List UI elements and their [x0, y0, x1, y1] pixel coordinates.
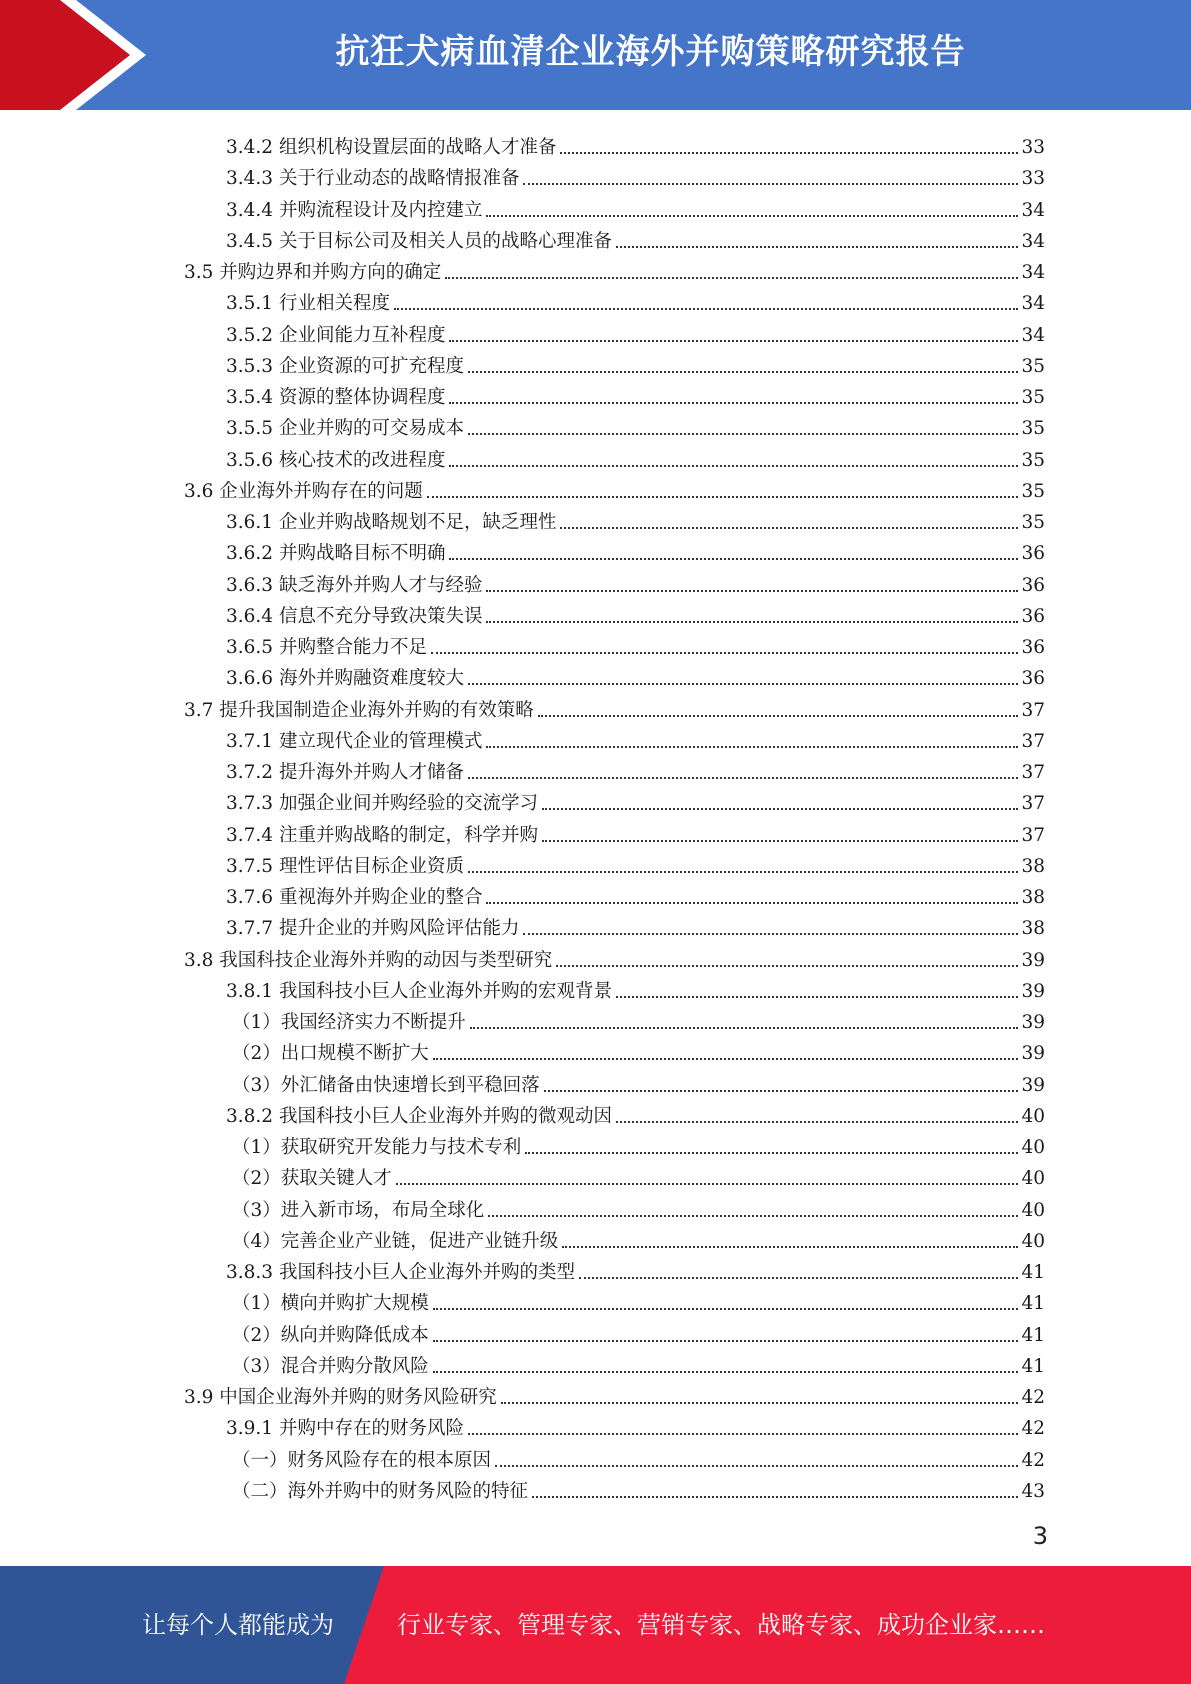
toc-dot-leader — [542, 840, 1018, 842]
toc-entry[interactable] — [226, 722, 1045, 753]
toc-entry[interactable] — [184, 1378, 1045, 1409]
toc-entry[interactable] — [226, 503, 1045, 534]
toc-entry[interactable] — [226, 1097, 1045, 1128]
toc-entry-label: （2）出口规模不断扩大 — [232, 1043, 429, 1065]
toc-entry[interactable] — [232, 1066, 1045, 1097]
toc-dot-leader — [449, 465, 1018, 467]
toc-entry-page: 34 — [1021, 199, 1045, 221]
toc-dot-leader — [616, 246, 1018, 248]
toc-entry-page: 35 — [1021, 512, 1045, 533]
toc-entry[interactable] — [226, 441, 1045, 472]
toc-entry-label: 3.7.6 重视海外并购企业的整合 — [226, 887, 483, 908]
toc-dot-leader — [433, 1371, 1019, 1373]
toc-entry[interactable] — [226, 534, 1045, 565]
toc-entry-label: 3.8.3 我国科技小巨人企业海外并购的类型 — [226, 1262, 575, 1283]
toc-entry-page: 36 — [1021, 637, 1045, 658]
toc-dot-leader — [542, 808, 1018, 810]
toc-entry-label: 3.8.2 我国科技小巨人企业海外并购的微观动因 — [226, 1105, 612, 1127]
toc-entry-page: 39 — [1021, 1074, 1045, 1096]
toc-entry-label: （4）完善企业产业链，促进产业链升级 — [232, 1230, 559, 1252]
toc-dot-leader — [433, 1340, 1019, 1342]
toc-entry-page: 35 — [1021, 449, 1045, 471]
toc-entry-label: 3.7.1 建立现代企业的管理模式 — [226, 730, 483, 752]
toc-dot-leader — [445, 277, 1018, 279]
toc-dot-leader — [394, 308, 1018, 310]
toc-entry-page: 40 — [1021, 1137, 1045, 1158]
toc-dot-leader — [396, 1183, 1019, 1185]
toc-entry-label: （2）纵向并购降低成本 — [232, 1324, 429, 1346]
toc-entry[interactable] — [226, 128, 1045, 159]
toc-entry-page: 38 — [1021, 918, 1045, 940]
toc-entry-label: 3.7.3 加强企业间并购经验的交流学习 — [226, 793, 538, 815]
toc-dot-leader — [433, 1308, 1019, 1310]
toc-entry-page: 39 — [1021, 1012, 1045, 1033]
toc-entry[interactable] — [232, 1284, 1045, 1315]
toc-entry-page: 34 — [1021, 293, 1045, 315]
toc-entry-label: 3.9 中国企业海外并购的财务风险研究 — [184, 1387, 497, 1408]
toc-entry-label: （一）财务风险存在的根本原因 — [232, 1449, 492, 1471]
toc-entry-label: 3.9.1 并购中存在的财务风险 — [226, 1418, 464, 1440]
toc-entry[interactable] — [232, 1128, 1045, 1159]
toc-entry-label: 3.7.4 注重并购战略的制定，科学并购 — [226, 824, 538, 846]
toc-entry-label: 3.8.1 我国科技小巨人企业海外并购的宏观背景 — [226, 980, 612, 1002]
toc-dot-leader — [523, 933, 1018, 935]
toc-dot-leader — [486, 590, 1018, 592]
toc-dot-leader — [433, 1058, 1019, 1060]
toc-dot-leader — [486, 621, 1018, 623]
toc-entry[interactable] — [226, 284, 1045, 315]
toc-entry-label: 3.5.2 企业间能力互补程度 — [226, 324, 446, 346]
toc-entry-page: 41 — [1021, 1355, 1045, 1377]
toc-entry[interactable] — [226, 1253, 1045, 1284]
toc-entry-label: 3.4.3 关于行业动态的战略情报准备 — [226, 168, 520, 190]
toc-dot-leader — [538, 715, 1019, 717]
toc-entry-page: 40 — [1021, 1199, 1045, 1221]
toc-entry-page: 40 — [1021, 1230, 1045, 1252]
toc-entry-label: 3.5.1 行业相关程度 — [226, 293, 390, 315]
toc-entry-page: 35 — [1021, 355, 1045, 377]
toc-dot-leader — [495, 1465, 1018, 1467]
page-number: 3 — [1032, 1522, 1048, 1550]
footer-slogan-left: 让每个人都能成为 — [142, 1611, 334, 1639]
toc-dot-leader — [616, 996, 1018, 998]
toc-dot-leader — [449, 558, 1018, 560]
toc-entry-page: 42 — [1021, 1449, 1045, 1471]
toc-entry-label: 3.6.1 企业并购战略规划不足，缺乏理性 — [226, 512, 557, 533]
toc-entry[interactable] — [232, 1441, 1045, 1472]
toc-entry[interactable] — [226, 784, 1045, 815]
toc-entry-label: （2）获取关键人才 — [232, 1168, 392, 1190]
toc-entry[interactable] — [226, 972, 1045, 1003]
page-header — [0, 0, 1191, 110]
toc-entry-page: 39 — [1021, 949, 1045, 971]
toc-entry-label: 3.6.2 并购战略目标不明确 — [226, 543, 446, 565]
toc-dot-leader — [556, 965, 1018, 967]
toc-entry-page: 35 — [1021, 418, 1045, 440]
toc-dot-leader — [468, 871, 1018, 873]
toc-dot-leader — [560, 152, 1018, 154]
toc-entry[interactable] — [226, 628, 1045, 659]
toc-entry-page: 36 — [1021, 543, 1045, 565]
toc-entry[interactable] — [226, 566, 1045, 597]
toc-entry[interactable] — [232, 1472, 1045, 1503]
toc-entry[interactable] — [226, 878, 1045, 909]
toc-entry-label: 3.6 企业海外并购存在的问题 — [184, 480, 423, 502]
toc-entry[interactable] — [226, 347, 1045, 378]
page-footer — [0, 1566, 1191, 1684]
toc-entry[interactable] — [226, 316, 1045, 347]
toc-dot-leader — [449, 402, 1018, 404]
toc-entry-page: 34 — [1021, 262, 1045, 283]
toc-entry[interactable] — [226, 409, 1045, 440]
toc-entry-page: 34 — [1021, 230, 1045, 252]
toc-entry-label: 3.4.5 关于目标公司及相关人员的战略心理准备 — [226, 230, 612, 252]
toc-dot-leader — [431, 652, 1018, 654]
toc-entry-page: 35 — [1021, 387, 1045, 408]
toc-entry-label: （3）混合并购分散风险 — [232, 1355, 429, 1377]
toc-entry[interactable] — [184, 472, 1045, 503]
toc-entry[interactable] — [226, 191, 1045, 222]
toc-entry-label: 3.6.4 信息不充分导致决策失误 — [226, 605, 483, 627]
toc-dot-leader — [616, 1121, 1018, 1123]
toc-entry[interactable] — [226, 1409, 1045, 1440]
toc-entry-page: 39 — [1021, 980, 1045, 1002]
toc-entry-page: 42 — [1021, 1418, 1045, 1440]
toc-dot-leader — [468, 371, 1018, 373]
toc-entry-label: 3.5.6 核心技术的改进程度 — [226, 449, 446, 471]
toc-entry[interactable] — [226, 378, 1045, 409]
toc-entry-label: 3.8 我国科技企业海外并购的动因与类型研究 — [184, 949, 553, 971]
toc-entry[interactable] — [226, 222, 1045, 253]
footer-slogan-right: 行业专家、管理专家、营销专家、战略专家、成功企业家…… — [397, 1611, 1045, 1639]
toc-dot-leader — [486, 902, 1018, 904]
toc-entry-page: 37 — [1021, 730, 1045, 752]
toc-entry-label: （1）横向并购扩大规模 — [232, 1293, 429, 1315]
header-red-chevron — [0, 0, 130, 110]
toc-entry-page: 36 — [1021, 574, 1045, 596]
toc-entry-page: 39 — [1021, 1043, 1045, 1065]
toc-entry-label: 3.7.2 提升海外并购人才储备 — [226, 762, 464, 783]
toc-entry-label: 3.6.6 海外并购融资难度较大 — [226, 668, 464, 690]
toc-entry-label: 3.4.2 组织机构设置层面的战略人才准备 — [226, 137, 557, 158]
toc-entry-page: 37 — [1021, 699, 1045, 721]
toc-dot-leader — [532, 1496, 1018, 1498]
toc-entry-label: 3.5 并购边界和并购方向的确定 — [184, 262, 442, 283]
toc-entry-label: （3）外汇储备由快速增长到平稳回落 — [232, 1074, 540, 1096]
toc-entry-page: 37 — [1021, 793, 1045, 815]
toc-dot-leader — [468, 777, 1018, 779]
toc-dot-leader — [468, 433, 1018, 435]
toc-entry[interactable] — [226, 847, 1045, 878]
toc-entry-label: 3.5.3 企业资源的可扩充程度 — [226, 355, 464, 377]
toc-entry-page: 37 — [1021, 762, 1045, 783]
toc-entry[interactable] — [184, 941, 1045, 972]
toc-entry[interactable] — [232, 1347, 1045, 1378]
toc-entry-page: 33 — [1021, 137, 1045, 158]
toc-entry-page: 37 — [1021, 824, 1045, 846]
toc-entry[interactable] — [226, 159, 1045, 190]
toc-entry-label: 3.6.3 缺乏海外并购人才与经验 — [226, 574, 483, 596]
toc-entry-label: （1）我国经济实力不断提升 — [232, 1012, 466, 1033]
toc-entry-page: 36 — [1021, 668, 1045, 690]
toc-entry[interactable] — [226, 597, 1045, 628]
toc-dot-leader — [562, 1246, 1018, 1248]
toc-entry-page: 41 — [1021, 1293, 1045, 1315]
toc-entry-label: 3.6.5 并购整合能力不足 — [226, 637, 427, 658]
toc-entry-page: 40 — [1021, 1168, 1045, 1190]
toc-entry[interactable] — [232, 1191, 1045, 1222]
toc-entry-page: 43 — [1021, 1480, 1045, 1502]
toc-dot-leader — [560, 527, 1018, 529]
toc-entry-page: 42 — [1021, 1387, 1045, 1408]
toc-entry[interactable] — [184, 253, 1045, 284]
toc-dot-leader — [449, 340, 1018, 342]
toc-entry-page: 40 — [1021, 1105, 1045, 1127]
toc-entry-page: 34 — [1021, 324, 1045, 346]
toc-entry-page: 35 — [1021, 480, 1045, 502]
toc-entry-label: 3.7.5 理性评估目标企业资质 — [226, 855, 464, 877]
toc-dot-leader — [579, 1277, 1018, 1279]
toc-entry[interactable] — [232, 1159, 1045, 1190]
toc-dot-leader — [488, 1215, 1018, 1217]
toc-entry-label: 3.4.4 并购流程设计及内控建立 — [226, 199, 483, 221]
toc-dot-leader — [486, 215, 1018, 217]
toc-entry-page: 38 — [1021, 887, 1045, 908]
document-title: 抗狂犬病血清企业海外并购策略研究报告 — [335, 32, 966, 72]
toc-entry-page: 33 — [1021, 168, 1045, 190]
toc-entry-page: 41 — [1021, 1324, 1045, 1346]
toc-entry-page: 41 — [1021, 1262, 1045, 1283]
toc-dot-leader — [427, 496, 1019, 498]
toc-dot-leader — [523, 183, 1018, 185]
toc-dot-leader — [468, 683, 1018, 685]
toc-dot-leader — [525, 1152, 1018, 1154]
toc-entry[interactable] — [232, 1034, 1045, 1065]
toc-entry[interactable] — [226, 659, 1045, 690]
toc-entry[interactable] — [226, 753, 1045, 784]
toc-dot-leader — [544, 1090, 1019, 1092]
toc-entry-label: （二）海外并购中的财务风险的特征 — [232, 1480, 529, 1502]
toc-entry-page: 36 — [1021, 605, 1045, 627]
toc-dot-leader — [470, 1027, 1019, 1029]
toc-entry-page: 38 — [1021, 855, 1045, 877]
toc-entry-label: 3.7.7 提升企业的并购风险评估能力 — [226, 918, 520, 940]
toc-entry-label: 3.5.4 资源的整体协调程度 — [226, 387, 446, 408]
toc-entry[interactable] — [232, 1003, 1045, 1034]
toc-entry[interactable] — [232, 1316, 1045, 1347]
toc-entry-label: 3.5.5 企业并购的可交易成本 — [226, 418, 464, 440]
toc-dot-leader — [501, 1402, 1019, 1404]
toc-entry[interactable] — [226, 909, 1045, 940]
toc-dot-leader — [468, 1433, 1018, 1435]
toc-dot-leader — [486, 746, 1018, 748]
toc-entry[interactable] — [184, 691, 1045, 722]
toc-entry[interactable] — [232, 1222, 1045, 1253]
toc-entry-label: （1）获取研究开发能力与技术专利 — [232, 1137, 522, 1158]
toc-entry[interactable] — [226, 816, 1045, 847]
toc-entry-label: 3.7 提升我国制造企业海外并购的有效策略 — [184, 699, 534, 721]
toc-entry-label: （3）进入新市场，布局全球化 — [232, 1199, 485, 1221]
